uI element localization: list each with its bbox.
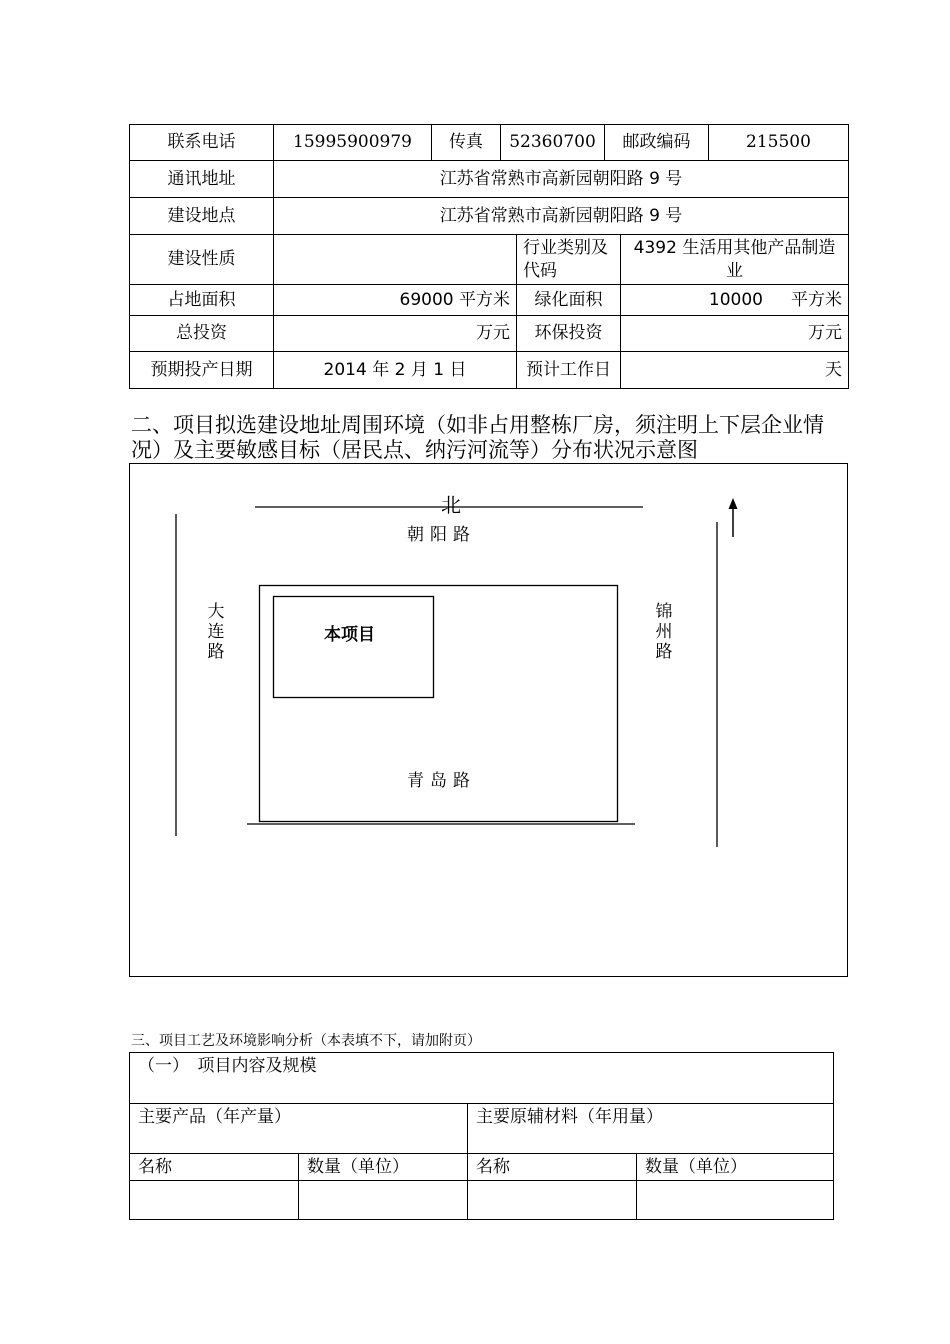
road-bottom-label: 青岛路 [407, 771, 476, 791]
project-box [274, 597, 434, 698]
material-qty-header: 数量（单位） [637, 1154, 834, 1181]
site-value: 江苏省常熟市高新园朝阳路 9 号 [274, 198, 849, 235]
env-invest-unit: 万元 [621, 316, 849, 352]
green-value: 10000 [708, 289, 763, 310]
project-info-table [129, 124, 849, 389]
postcode-value: 215500 [709, 125, 849, 161]
site-label: 建设地点 [130, 198, 274, 235]
product-qty-cell [299, 1181, 468, 1220]
address-value: 江苏省常熟市高新园朝阳路 9 号 [274, 161, 849, 198]
start-label: 预期投产日期 [130, 352, 274, 389]
green-label: 绿化面积 [517, 285, 621, 316]
nature-value [274, 235, 517, 285]
north-label: 北 [441, 493, 461, 517]
project-label: 本项目 [324, 625, 375, 645]
map-lines [130, 464, 847, 976]
north-arrow-icon [729, 498, 738, 509]
material-qty-cell [637, 1181, 834, 1220]
green-unit: 平方米 [791, 289, 842, 310]
start-date: 2014 年 2 月 1 日 [274, 352, 517, 389]
site-map [129, 463, 848, 977]
section2-title: 二、项目拟选建设地址周围环境（如非占用整栋厂房，须注明上下层企业情况）及主要敏感目标（居民点、纳污河流等）分布状况示意图 [131, 413, 824, 462]
env-invest-label: 环保投资 [517, 316, 621, 352]
product-name-cell [130, 1181, 299, 1220]
nature-label: 建设性质 [130, 235, 274, 285]
section3-title: 三、项目工艺及环境影响分析（本表填不下，请加附页） [131, 1033, 481, 1049]
phone-value: 15995900979 [274, 125, 432, 161]
road-top-label: 朝阳路 [407, 525, 476, 545]
materials-label: 主要原辅材料（年用量） [468, 1104, 834, 1154]
area-label: 占地面积 [130, 285, 274, 316]
invest-label: 总投资 [130, 316, 274, 352]
project-content-table [129, 1052, 834, 1220]
invest-unit: 万元 [274, 316, 517, 352]
road-left-label: 大连路 [207, 602, 225, 662]
address-label: 通讯地址 [130, 161, 274, 198]
green-value-cell [621, 285, 849, 316]
area-value: 69000 平方米 [274, 285, 517, 316]
workdays-label: 预计工作日 [517, 352, 621, 389]
phone-label: 联系电话 [130, 125, 274, 161]
industry-label: 行业类别及代码 [517, 235, 621, 285]
material-name-header: 名称 [468, 1154, 637, 1181]
industry-value: 4392 生活用其他产品制造业 [621, 235, 849, 285]
material-name-cell [468, 1181, 637, 1220]
product-qty-header: 数量（单位） [299, 1154, 468, 1181]
fax-value: 52360700 [501, 125, 605, 161]
road-right-label: 锦州路 [655, 602, 673, 662]
postcode-label: 邮政编码 [605, 125, 709, 161]
fax-label: 传真 [432, 125, 501, 161]
subsection-title: （一） 项目内容及规模 [130, 1053, 834, 1104]
workdays-unit: 天 [621, 352, 849, 389]
products-label: 主要产品（年产量） [130, 1104, 468, 1154]
product-name-header: 名称 [130, 1154, 299, 1181]
